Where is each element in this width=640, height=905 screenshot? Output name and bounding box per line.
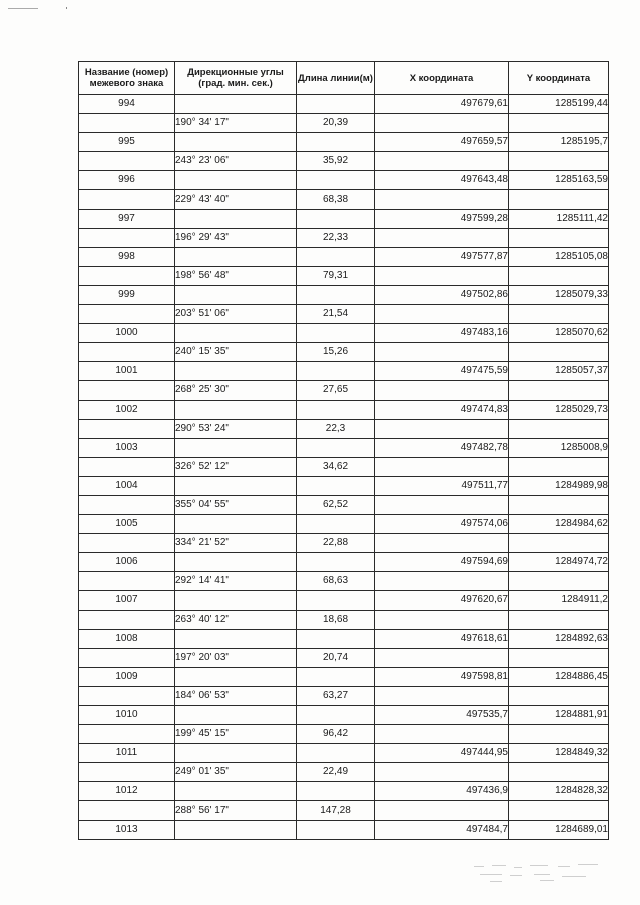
point-name: 994 xyxy=(79,95,175,114)
x-coordinate: 497535,7 xyxy=(375,706,509,725)
segment-row xyxy=(79,801,609,820)
point-row xyxy=(79,591,609,610)
y-coordinate: 1284689,01 xyxy=(509,820,609,839)
empty-cell xyxy=(509,725,609,744)
point-name: 1012 xyxy=(79,782,175,801)
direction-angle: 288° 56' 17" xyxy=(175,801,297,820)
segment-row xyxy=(79,686,609,705)
table-body xyxy=(79,62,609,840)
x-coordinate: 497474,83 xyxy=(375,400,509,419)
direction-angle: 326° 52' 12" xyxy=(175,457,297,476)
point-name: 997 xyxy=(79,209,175,228)
point-row xyxy=(79,744,609,763)
point-row xyxy=(79,324,609,343)
point-row xyxy=(79,820,609,839)
y-coordinate: 1285057,37 xyxy=(509,362,609,381)
line-length: 68,38 xyxy=(297,190,375,209)
empty-cell xyxy=(79,343,175,362)
point-row xyxy=(79,476,609,495)
y-coordinate: 1285029,73 xyxy=(509,400,609,419)
empty-cell xyxy=(297,324,375,343)
empty-cell xyxy=(175,744,297,763)
point-name: 1013 xyxy=(79,820,175,839)
segment-row xyxy=(79,114,609,133)
line-length: 21,54 xyxy=(297,305,375,324)
empty-cell xyxy=(509,114,609,133)
empty-cell xyxy=(79,725,175,744)
empty-cell xyxy=(375,686,509,705)
empty-cell xyxy=(509,801,609,820)
point-name: 1009 xyxy=(79,667,175,686)
x-coordinate: 497618,61 xyxy=(375,629,509,648)
y-coordinate: 1285070,62 xyxy=(509,324,609,343)
empty-cell xyxy=(175,324,297,343)
empty-cell xyxy=(79,152,175,171)
empty-cell xyxy=(509,343,609,362)
x-coordinate: 497484,7 xyxy=(375,820,509,839)
point-name: 1000 xyxy=(79,324,175,343)
line-length: 15,26 xyxy=(297,343,375,362)
empty-cell xyxy=(79,610,175,629)
point-name: 1004 xyxy=(79,476,175,495)
segment-row xyxy=(79,610,609,629)
line-length: 147,28 xyxy=(297,801,375,820)
empty-cell xyxy=(297,515,375,534)
x-coordinate: 497482,78 xyxy=(375,438,509,457)
empty-cell xyxy=(509,648,609,667)
direction-angle: 190° 34' 17" xyxy=(175,114,297,133)
header-x-coordinate: X координата xyxy=(375,62,509,95)
direction-angle: 197° 20' 03" xyxy=(175,648,297,667)
point-name: 1003 xyxy=(79,438,175,457)
x-coordinate: 497483,16 xyxy=(375,324,509,343)
segment-row xyxy=(79,190,609,209)
empty-cell xyxy=(175,515,297,534)
point-name: 1011 xyxy=(79,744,175,763)
empty-cell xyxy=(175,782,297,801)
empty-cell xyxy=(509,305,609,324)
empty-cell xyxy=(375,495,509,514)
point-row xyxy=(79,629,609,648)
empty-cell xyxy=(175,629,297,648)
y-coordinate: 1284886,45 xyxy=(509,667,609,686)
x-coordinate: 497598,81 xyxy=(375,667,509,686)
segment-row xyxy=(79,534,609,553)
y-coordinate: 1284881,91 xyxy=(509,706,609,725)
point-name: 999 xyxy=(79,285,175,304)
line-length: 22,33 xyxy=(297,228,375,247)
empty-cell xyxy=(375,381,509,400)
y-coordinate: 1284989,98 xyxy=(509,476,609,495)
empty-cell xyxy=(509,763,609,782)
point-name: 1008 xyxy=(79,629,175,648)
line-length: 62,52 xyxy=(297,495,375,514)
empty-cell xyxy=(175,362,297,381)
empty-cell xyxy=(297,362,375,381)
direction-angle: 229° 43' 40" xyxy=(175,190,297,209)
x-coordinate: 497511,77 xyxy=(375,476,509,495)
x-coordinate: 497594,69 xyxy=(375,553,509,572)
empty-cell xyxy=(79,648,175,667)
empty-cell xyxy=(509,572,609,591)
direction-angle: 334° 21' 52" xyxy=(175,534,297,553)
y-coordinate: 1285111,42 xyxy=(509,209,609,228)
empty-cell xyxy=(175,247,297,266)
empty-cell xyxy=(175,133,297,152)
point-row xyxy=(79,400,609,419)
direction-angle: 243° 23' 06" xyxy=(175,152,297,171)
empty-cell xyxy=(79,114,175,133)
line-length: 63,27 xyxy=(297,686,375,705)
empty-cell xyxy=(175,171,297,190)
empty-cell xyxy=(79,801,175,820)
empty-cell xyxy=(175,400,297,419)
empty-cell xyxy=(297,553,375,572)
y-coordinate: 1284849,32 xyxy=(509,744,609,763)
point-row xyxy=(79,438,609,457)
segment-row xyxy=(79,763,609,782)
point-row xyxy=(79,247,609,266)
direction-angle: 290° 53' 24" xyxy=(175,419,297,438)
y-coordinate: 1285079,33 xyxy=(509,285,609,304)
point-name: 996 xyxy=(79,171,175,190)
empty-cell xyxy=(509,381,609,400)
segment-row xyxy=(79,266,609,285)
empty-cell xyxy=(297,591,375,610)
point-name: 1010 xyxy=(79,706,175,725)
direction-angle: 249° 01' 35" xyxy=(175,763,297,782)
empty-cell xyxy=(375,572,509,591)
y-coordinate: 1284828,32 xyxy=(509,782,609,801)
line-length: 96,42 xyxy=(297,725,375,744)
segment-row xyxy=(79,305,609,324)
point-name: 995 xyxy=(79,133,175,152)
empty-cell xyxy=(79,457,175,476)
line-length: 20,39 xyxy=(297,114,375,133)
segment-row xyxy=(79,381,609,400)
direction-angle: 199° 45' 15" xyxy=(175,725,297,744)
empty-cell xyxy=(297,133,375,152)
empty-cell xyxy=(297,476,375,495)
point-row xyxy=(79,95,609,114)
empty-cell xyxy=(79,495,175,514)
x-coordinate: 497679,61 xyxy=(375,95,509,114)
boundary-points-table xyxy=(78,61,609,840)
x-coordinate: 497643,48 xyxy=(375,171,509,190)
header-y-coordinate: Y координата xyxy=(509,62,609,95)
line-length: 79,31 xyxy=(297,266,375,285)
empty-cell xyxy=(375,228,509,247)
empty-cell xyxy=(509,419,609,438)
direction-angle: 268° 25' 30" xyxy=(175,381,297,400)
x-coordinate: 497574,06 xyxy=(375,515,509,534)
empty-cell xyxy=(375,305,509,324)
empty-cell xyxy=(297,706,375,725)
empty-cell xyxy=(297,667,375,686)
empty-cell xyxy=(175,209,297,228)
empty-cell xyxy=(175,95,297,114)
segment-row xyxy=(79,343,609,362)
empty-cell xyxy=(175,706,297,725)
y-coordinate: 1285163,59 xyxy=(509,171,609,190)
line-length: 35,92 xyxy=(297,152,375,171)
empty-cell xyxy=(509,610,609,629)
empty-cell xyxy=(175,438,297,457)
empty-cell xyxy=(375,648,509,667)
point-row xyxy=(79,171,609,190)
y-coordinate: 1284984,62 xyxy=(509,515,609,534)
empty-cell xyxy=(375,763,509,782)
empty-cell xyxy=(79,381,175,400)
x-coordinate: 497620,67 xyxy=(375,591,509,610)
point-row xyxy=(79,667,609,686)
y-coordinate: 1285008,9 xyxy=(509,438,609,457)
x-coordinate: 497577,87 xyxy=(375,247,509,266)
empty-cell xyxy=(297,285,375,304)
point-row xyxy=(79,362,609,381)
empty-cell xyxy=(509,266,609,285)
line-length: 22,49 xyxy=(297,763,375,782)
empty-cell xyxy=(509,152,609,171)
empty-cell xyxy=(297,782,375,801)
empty-cell xyxy=(375,343,509,362)
scan-edge-mark xyxy=(8,8,38,9)
empty-cell xyxy=(175,820,297,839)
empty-cell xyxy=(297,171,375,190)
segment-row xyxy=(79,725,609,744)
segment-row xyxy=(79,648,609,667)
line-length: 34,62 xyxy=(297,457,375,476)
x-coordinate: 497599,28 xyxy=(375,209,509,228)
empty-cell xyxy=(375,190,509,209)
empty-cell xyxy=(79,419,175,438)
empty-cell xyxy=(79,305,175,324)
point-name: 1002 xyxy=(79,400,175,419)
y-coordinate: 1284892,63 xyxy=(509,629,609,648)
empty-cell xyxy=(175,667,297,686)
y-coordinate: 1284974,72 xyxy=(509,553,609,572)
empty-cell xyxy=(297,400,375,419)
point-row xyxy=(79,209,609,228)
line-length: 22,3 xyxy=(297,419,375,438)
header-direction-angle: Дирекционные углы (град. мин. сек.) xyxy=(175,62,297,95)
point-row xyxy=(79,133,609,152)
empty-cell xyxy=(297,744,375,763)
empty-cell xyxy=(375,266,509,285)
direction-angle: 198° 56' 48" xyxy=(175,266,297,285)
segment-row xyxy=(79,572,609,591)
segment-row xyxy=(79,152,609,171)
scan-noise xyxy=(470,862,612,884)
direction-angle: 355° 04' 55" xyxy=(175,495,297,514)
empty-cell xyxy=(175,285,297,304)
y-coordinate: 1285199,44 xyxy=(509,95,609,114)
empty-cell xyxy=(79,190,175,209)
x-coordinate: 497659,57 xyxy=(375,133,509,152)
segment-row xyxy=(79,457,609,476)
empty-cell xyxy=(509,228,609,247)
direction-angle: 263° 40' 12" xyxy=(175,610,297,629)
empty-cell xyxy=(79,266,175,285)
direction-angle: 292° 14' 41" xyxy=(175,572,297,591)
scan-speck xyxy=(66,7,67,9)
x-coordinate: 497502,86 xyxy=(375,285,509,304)
empty-cell xyxy=(375,114,509,133)
empty-cell xyxy=(509,190,609,209)
line-length: 18,68 xyxy=(297,610,375,629)
header-line-length: Длина линии(м) xyxy=(297,62,375,95)
empty-cell xyxy=(375,801,509,820)
empty-cell xyxy=(509,457,609,476)
empty-cell xyxy=(375,457,509,476)
empty-cell xyxy=(375,534,509,553)
empty-cell xyxy=(297,438,375,457)
empty-cell xyxy=(375,725,509,744)
empty-cell xyxy=(509,686,609,705)
x-coordinate: 497436,9 xyxy=(375,782,509,801)
empty-cell xyxy=(297,247,375,266)
segment-row xyxy=(79,495,609,514)
point-row xyxy=(79,782,609,801)
point-row xyxy=(79,515,609,534)
line-length: 20,74 xyxy=(297,648,375,667)
empty-cell xyxy=(175,553,297,572)
x-coordinate: 497475,59 xyxy=(375,362,509,381)
point-name: 1001 xyxy=(79,362,175,381)
header-point-name: Название (номер) межевого знака xyxy=(79,62,175,95)
x-coordinate: 497444,95 xyxy=(375,744,509,763)
point-name: 1006 xyxy=(79,553,175,572)
empty-cell xyxy=(509,495,609,514)
direction-angle: 196° 29' 43" xyxy=(175,228,297,247)
point-name: 1007 xyxy=(79,591,175,610)
y-coordinate: 1285195,7 xyxy=(509,133,609,152)
point-row xyxy=(79,706,609,725)
table-header-row xyxy=(79,62,609,95)
y-coordinate: 1284911,2 xyxy=(509,591,609,610)
empty-cell xyxy=(375,610,509,629)
empty-cell xyxy=(79,534,175,553)
segment-row xyxy=(79,228,609,247)
empty-cell xyxy=(375,419,509,438)
point-name: 998 xyxy=(79,247,175,266)
line-length: 22,88 xyxy=(297,534,375,553)
empty-cell xyxy=(297,820,375,839)
segment-row xyxy=(79,419,609,438)
empty-cell xyxy=(375,152,509,171)
empty-cell xyxy=(509,534,609,553)
direction-angle: 240° 15' 35" xyxy=(175,343,297,362)
point-name: 1005 xyxy=(79,515,175,534)
empty-cell xyxy=(175,591,297,610)
line-length: 68,63 xyxy=(297,572,375,591)
empty-cell xyxy=(297,209,375,228)
empty-cell xyxy=(79,228,175,247)
empty-cell xyxy=(297,95,375,114)
empty-cell xyxy=(297,629,375,648)
empty-cell xyxy=(79,686,175,705)
y-coordinate: 1285105,08 xyxy=(509,247,609,266)
point-row xyxy=(79,553,609,572)
empty-cell xyxy=(175,476,297,495)
direction-angle: 184° 06' 53" xyxy=(175,686,297,705)
line-length: 27,65 xyxy=(297,381,375,400)
direction-angle: 203° 51' 06" xyxy=(175,305,297,324)
point-row xyxy=(79,285,609,304)
empty-cell xyxy=(79,763,175,782)
empty-cell xyxy=(79,572,175,591)
